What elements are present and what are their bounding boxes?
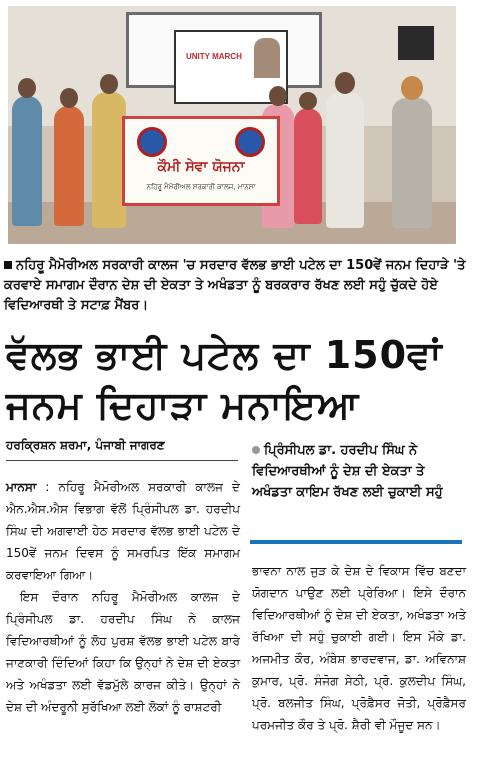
- person-2-head: [60, 88, 78, 108]
- person-3-head: [100, 74, 118, 94]
- person-5-head: [299, 92, 317, 110]
- person-4-head: [269, 86, 287, 106]
- paragraph-3: ਭਾਵਨਾ ਨਾਲ ਜੁੜ ਕੇ ਦੇਸ਼ ਦੇ ਵਿਕਾਸ ਵਿੱਚ ਬਣਦਾ ਯੋਗਦਾਨ ਪਾਉਣ ਲਈ ਪ੍ਰੇਰਿਆ। ਇਸੇ ਦੌਰਾਨ ਵਿਦਿਆਰਥੀਆਂ ਨੂੰ ਦੇਸ਼ ਦੀ ਏਕਤਾ, ਅਖੰਡਤਾ ਅਤੇ ਰੱਖਿਆ ਦੀ ਸਹੁੰ ਚੁਕਾਈ ਗਈ। ਇਸ ਮੌਕੇ ਡਾ. ਅਜਮੀਤ ਕੌਰ, ਅੰਬੇਸ਼ ਭਾਰਦਵਾਜ, ਡਾ. ਅਵਿਨਾਸ਼ ਕੁਮਾਰ, ਪ੍ਰੋ. ਸੰਜੋਗ ਸੇਠੀ, ਪ੍ਰੋ. ਕੁਲਦੀਪ ਸਿੰਘ, ਪ੍ਰੋ. ਬਲਜੀਤ ਸਿੰਘ, ਪ੍ਰੋਫ਼ੈਸਰ ਜੋਤੀ, ਪ੍ਰੋਫ਼ੈਸਰ ਪਰਮਜੀਤ ਕੌਰ ਤੇ ਪ੍ਰੋ. ਸ਼ੈਰੀ ਵੀ ਮੌਜੂਦ ਸਨ।: [252, 564, 466, 732]
- person-6: [326, 92, 364, 228]
- person-5: [294, 108, 322, 224]
- person-1-head: [18, 78, 36, 98]
- banner-subtitle: ਨਹਿਰੂ ਮੈਮੋਰੀਅਲ ਸਰਕਾਰੀ ਕਾਲਜ, ਮਾਨਸਾ: [146, 183, 256, 191]
- caption-marker: [4, 261, 12, 269]
- screen-portrait: [254, 38, 280, 78]
- byline: ਹਰਕ੍ਰਿਸ਼ਨ ਸ਼ਰਮਾ, ਪੰਜਾਬੀ ਜਾਗਰਣ: [6, 438, 165, 452]
- paragraph-2: ਇਸ ਦੌਰਾਨ ਨਹਿਰੂ ਮੈਮੋਰੀਅਲ ਕਾਲਜ ਦੇ ਪ੍ਰਿੰਸੀਪਲ ਡਾ. ਹਰਦੀਪ ਸਿੰਘ ਨੇ ਕਾਲਜ ਵਿਦਿਆਰਥੀਆਂ ਨੂੰ ਲੋਹ ਪੁਰਸ਼ ਵੱਲਭ ਭਾਈ ਪਟੇਲ ਬਾਰੇ ਜਾਣਕਾਰੀ ਦਿੰਦਿਆਂ ਕਿਹਾ ਕਿ ਉਨ੍ਹਾਂ ਨੇ ਦੇਸ਼ ਦੀ ਏਕਤਾ ਅਤੇ ਅਖੰਡਤਾ ਲਈ ਵੱਡਮੁੱਲੇ ਕਾਰਜ ਕੀਤੇ। ਉਨ੍ਹਾਂ ਨੇ ਦੇਸ਼ ਦੀ ਅੰਦਰੂਨੀ ਸੁਰੱਖਿਆ ਲਈ ਲੋਕਾਂ ਨੂੰ ਰਾਸ਼ਟਰੀ: [6, 590, 240, 714]
- person-1: [12, 96, 42, 226]
- wheel-emblem-left: [137, 127, 167, 157]
- pull-quote: [252, 440, 466, 503]
- byline-rule: [6, 460, 238, 461]
- person-2: [54, 106, 84, 226]
- pull-quote-bullet: [252, 446, 260, 454]
- pull-quote-text: ਪ੍ਰਿੰਸੀਪਲ ਡਾ. ਹਰਦੀਪ ਸਿੰਘ ਨੇ ਵਿਦਿਆਰਥੀਆਂ ਨੂੰ ਦੇਸ਼ ਦੀ ਏਕਤਾ ਤੇ ਅਖੰਡਤਾ ਕਾਇਮ ਰੱਖਣ ਲਈ ਚੁਕਾਈ ਸਹੁੰ: [252, 443, 443, 500]
- speaker-panel: [398, 26, 434, 60]
- wheel-emblem-right: [235, 127, 265, 157]
- paragraph-1-text: : ਨਹਿਰੂ ਮੈਮੋਰੀਅਲ ਸਰਕਾਰੀ ਕਾਲਜ ਦੇ ਐਨ.ਐਸ.ਐਸ ਵਿਭਾਗ ਵੱਲੋਂ ਪ੍ਰਿੰਸੀਪਲ ਡਾ. ਹਰਦੀਪ ਸਿੰਘ ਦੀ ਅਗਵਾਈ ਹੇਠ ਸਰਦਾਰ ਵੱਲਭ ਭਾਈ ਪਟੇਲ ਦੇ 150ਵੇਂ ਜਨਮ ਦਿਵਸ ਨੂੰ ਸਮਰਪਿਤ ਇੱਕ ਸਮਾਗਮ ਕਰਵਾਇਆ ਗਿਆ।: [6, 480, 240, 582]
- paragraph-1: [6, 476, 240, 586]
- photo-caption: [4, 256, 476, 316]
- article-column-right: [252, 560, 466, 736]
- dateline: ਮਾਨਸਾ: [6, 480, 37, 494]
- person-7: [392, 98, 432, 228]
- person-7-head: [401, 76, 423, 100]
- banner-title: ਕੌਮੀ ਸੇਵਾ ਯੋਜਨਾ: [157, 159, 245, 175]
- news-photo: [8, 6, 456, 244]
- person-6-head: [335, 72, 355, 94]
- person-3: [92, 92, 126, 228]
- article-column-left: [6, 476, 240, 718]
- headline: ਵੱਲਭ ਭਾਈ ਪਟੇਲ ਦਾ 150ਵਾਂ ਜਨਮ ਦਿਹਾੜਾ ਮਨਾਇਆ: [6, 333, 443, 427]
- caption-text: ਨਹਿਰੂ ਮੈਮੋਰੀਅਲ ਸਰਕਾਰੀ ਕਾਲਜ 'ਚ ਸਰਦਾਰ ਵੱਲਭ ਭਾਈ ਪਟੇਲ ਦਾ 150ਵੇਂ ਜਨਮ ਦਿਹਾੜੇ 'ਤੇ ਕਰਵਾਏ ਸਮਾਗਮ ਦੌਰਾਨ ਦੇਸ਼ ਦੀ ਏਕਤਾ ਤੇ ਅਖੰਡਤਾ ਨੂੰ ਬਰਕਰਾਰ ਰੱਖਣ ਲਈ ਸਹੁੰ ਚੁੱਕਦੇ ਹੋਏ ਵਿਦਿਆਰਥੀ ਤੇ ਸਟਾਫ਼ ਮੈਂਬਰ।: [4, 258, 466, 313]
- screen-title: UNITY MARCH: [186, 52, 242, 61]
- nss-banner: [122, 116, 280, 206]
- pull-quote-rule: [250, 540, 462, 544]
